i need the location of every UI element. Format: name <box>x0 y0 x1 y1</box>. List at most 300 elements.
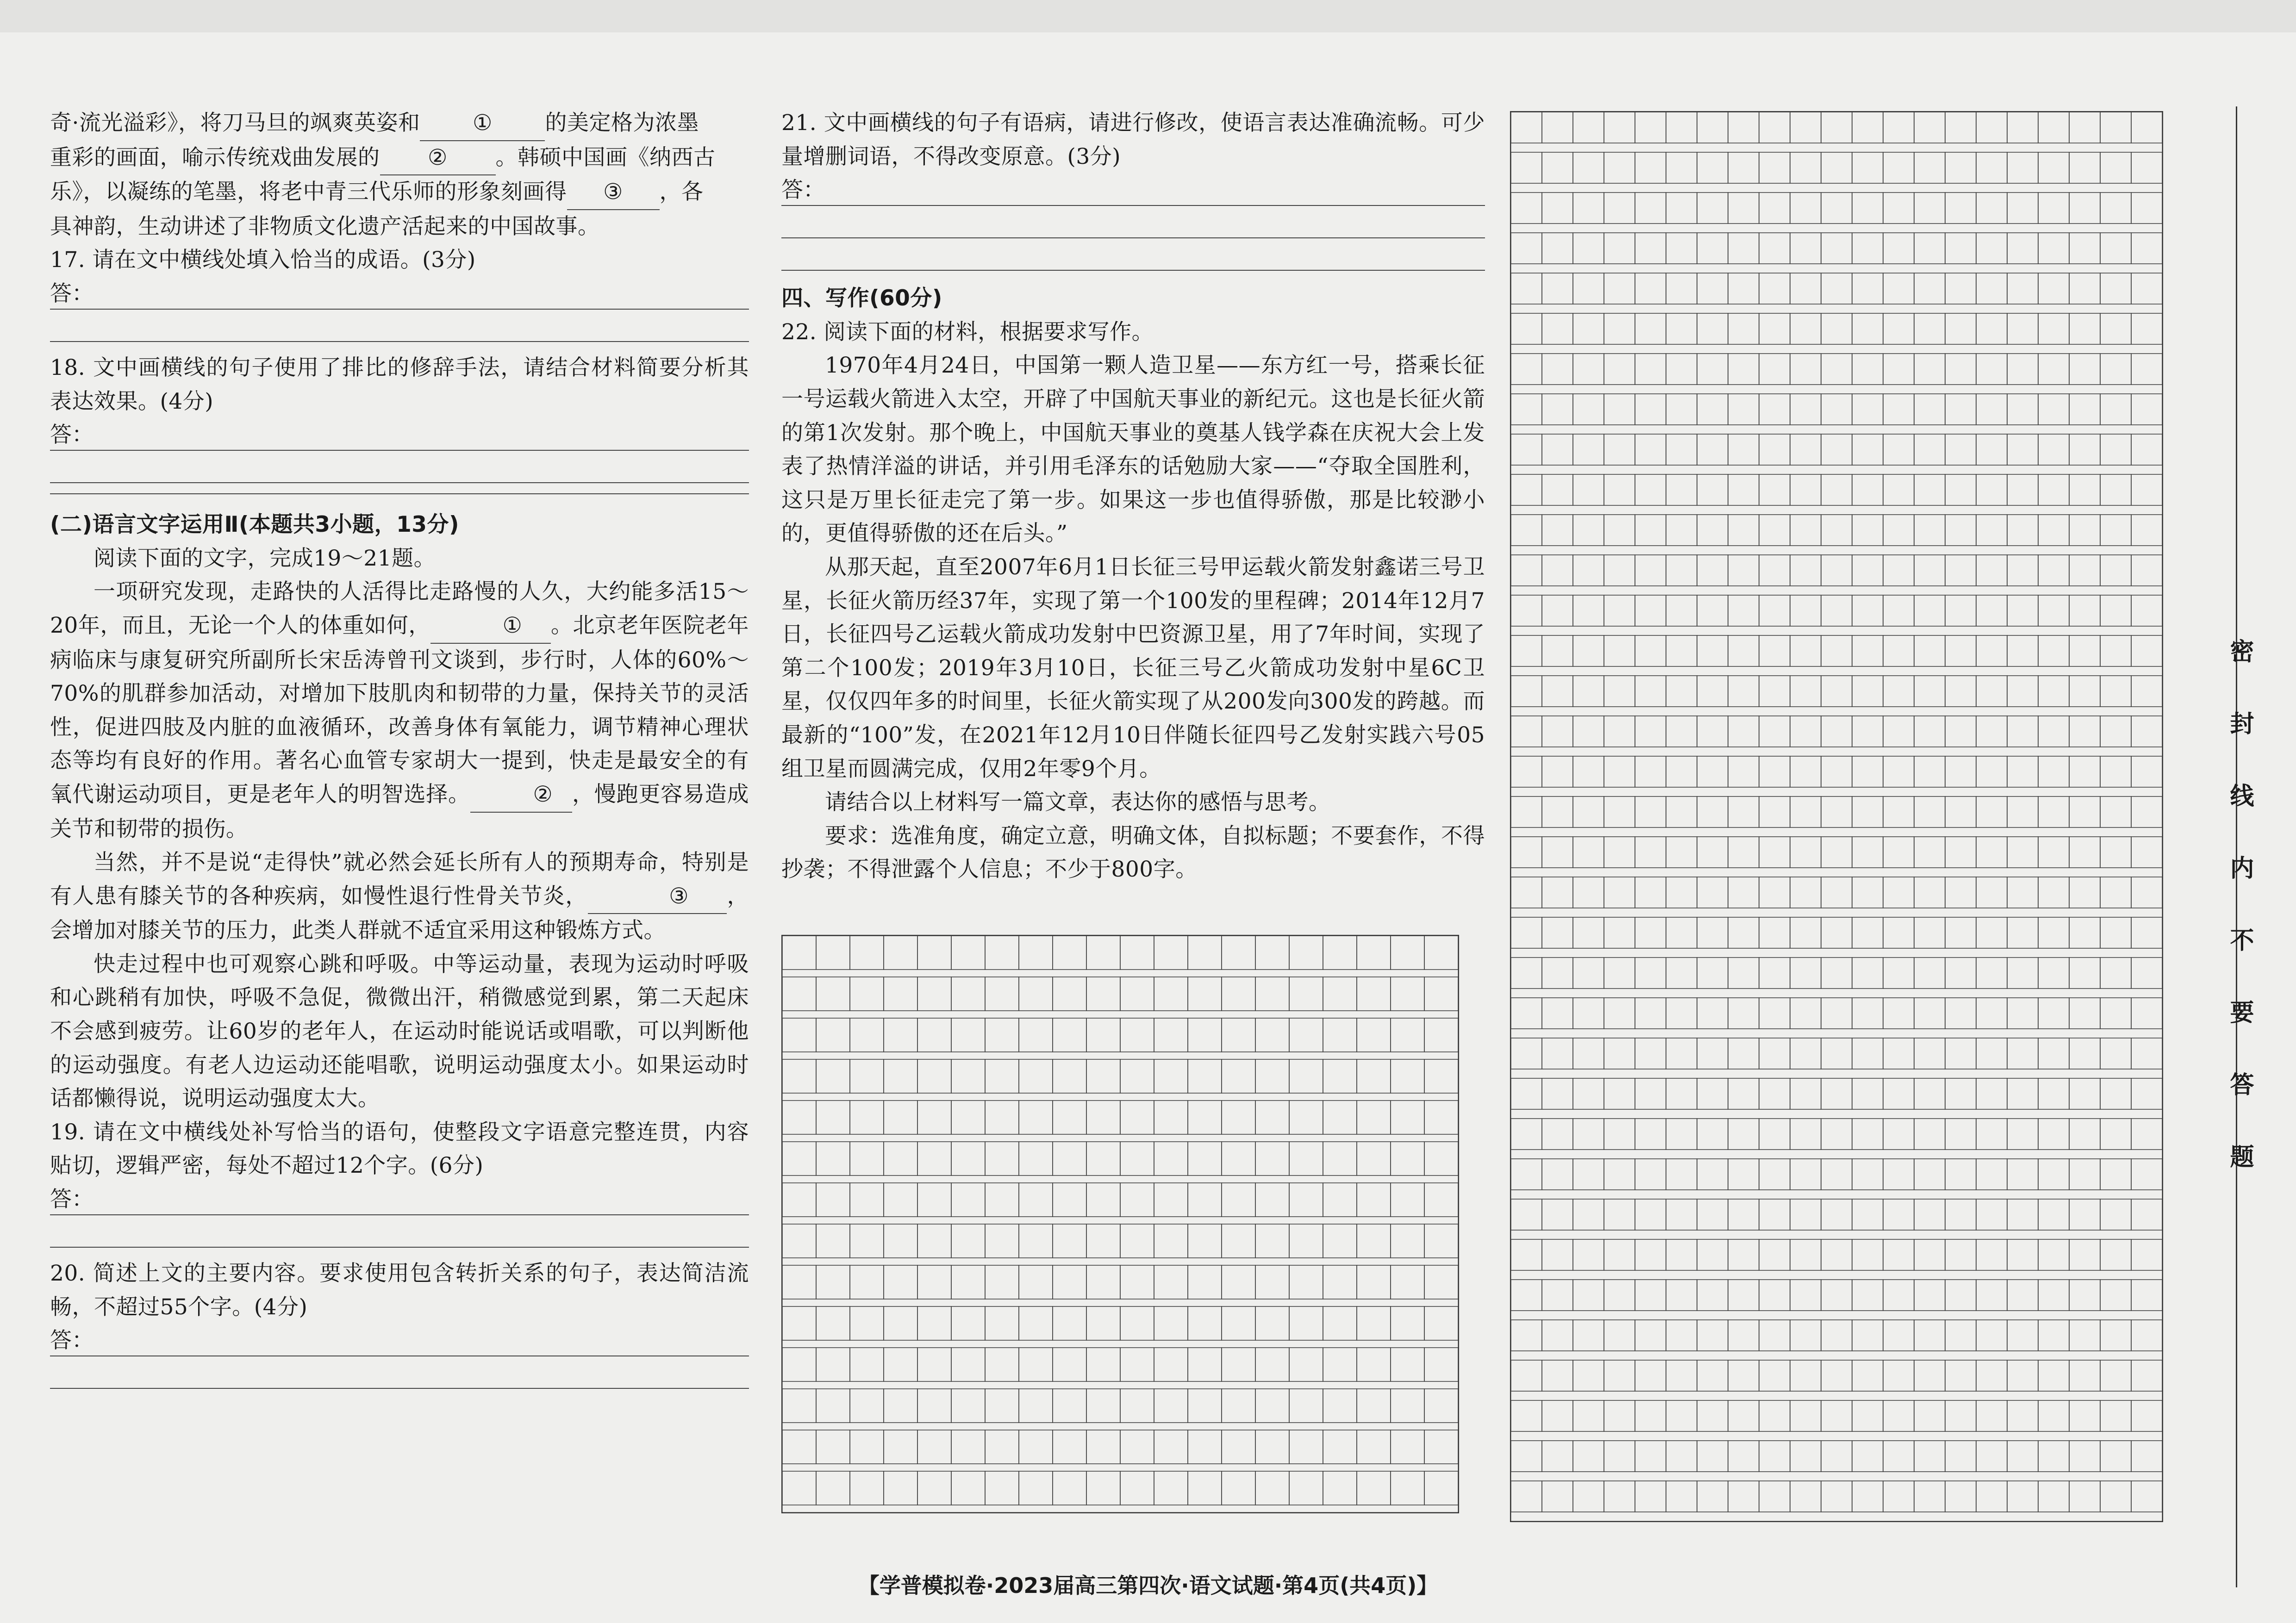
grid-cell <box>1821 917 1852 948</box>
grid-cell <box>1666 1481 1697 1512</box>
grid-cell <box>782 1018 816 1052</box>
grid-cell <box>1697 716 1728 747</box>
grid-cell <box>2007 555 2038 586</box>
grid-cell <box>1604 193 1635 224</box>
grid-cell <box>1357 1471 1391 1505</box>
grid-cell <box>2007 1199 2038 1230</box>
grid-cell <box>1635 756 1666 787</box>
grid-cell <box>2131 1320 2162 1351</box>
grid-cell <box>2131 595 2162 626</box>
grid-cell <box>1728 515 1759 546</box>
grid-cell <box>1222 1389 1255 1423</box>
grid-cell <box>816 1306 850 1340</box>
grid-cell <box>1542 837 1573 868</box>
grid-row <box>1511 1078 2162 1109</box>
grid-cell <box>1790 233 1821 264</box>
blank-19-3[interactable]: ③ <box>588 880 727 914</box>
grid-cell <box>951 1224 985 1258</box>
grid-cell <box>1976 112 2007 143</box>
grid-cell <box>1323 1265 1357 1299</box>
grid-cell <box>1391 1348 1424 1381</box>
grid-cell <box>1424 1306 1458 1340</box>
grid-cell <box>1852 1119 1883 1150</box>
grid-cell <box>1976 1119 2007 1150</box>
grid-cell <box>2069 1239 2100 1270</box>
grid-cell <box>2007 716 2038 747</box>
grid-cell <box>1697 152 1728 183</box>
grid-cell <box>1883 1280 1914 1311</box>
q20-answer-line-2[interactable] <box>50 1358 749 1389</box>
grid-cell <box>1945 434 1976 465</box>
grid-cell <box>1914 474 1945 505</box>
grid-cell <box>1728 877 1759 908</box>
grid-cell <box>1697 756 1728 787</box>
grid-cell <box>2038 1119 2069 1150</box>
grid-cell <box>1323 1389 1357 1423</box>
grid-cell <box>1511 394 1542 425</box>
blank-19-1[interactable]: ① <box>430 609 551 644</box>
grid-cell <box>1666 595 1697 626</box>
grid-row <box>782 1224 1458 1258</box>
grid-cell <box>1666 394 1697 425</box>
grid-cell <box>2100 716 2131 747</box>
grid-cell <box>1883 1199 1914 1230</box>
grid-cell <box>1424 1471 1458 1505</box>
grid-cell <box>2007 1038 2038 1069</box>
grid-cell <box>1883 1239 1914 1270</box>
grid-cell <box>1573 1441 1604 1472</box>
grid-cell <box>1759 796 1790 827</box>
grid-cell <box>1852 354 1883 385</box>
q21-answer-line-3[interactable] <box>781 240 1485 271</box>
grid-cell <box>1883 233 1914 264</box>
grid-cell <box>1883 394 1914 425</box>
q18-answer-line-2[interactable] <box>50 453 749 483</box>
grid-cell <box>1790 1400 1821 1431</box>
blank-19-2[interactable]: ② <box>470 778 572 813</box>
grid-cell <box>2038 1360 2069 1391</box>
grid-cell <box>1790 1078 1821 1109</box>
blank-3[interactable]: ③ <box>567 175 660 210</box>
q19-answer-line[interactable] <box>50 1185 749 1215</box>
grid-cell <box>1635 1119 1666 1150</box>
grid-cell <box>1542 998 1573 1029</box>
grid-cell <box>1790 555 1821 586</box>
grid-cell <box>2131 193 2162 224</box>
grid-cell <box>1666 1320 1697 1351</box>
grid-cell <box>1573 676 1604 707</box>
grid-cell <box>1914 917 1945 948</box>
grid-cell <box>1222 1059 1255 1093</box>
grid-cell <box>1289 1059 1323 1093</box>
grid-cell <box>1542 958 1573 989</box>
grid-cell <box>884 1348 917 1381</box>
grid-cell <box>1635 273 1666 304</box>
grid-cell <box>2131 676 2162 707</box>
grid-cell <box>1188 1471 1222 1505</box>
grid-cell <box>1883 354 1914 385</box>
grid-cell <box>1391 1059 1424 1093</box>
grid-cell <box>1120 977 1154 1011</box>
grid-cell <box>2069 1119 2100 1150</box>
grid-cell <box>1883 1441 1914 1472</box>
grid-cell <box>1697 193 1728 224</box>
grid-row <box>782 1471 1458 1505</box>
grid-cell <box>917 1183 951 1217</box>
grid-cell <box>1945 1320 1976 1351</box>
grid-cell <box>1666 1441 1697 1472</box>
grid-cell <box>2069 676 2100 707</box>
blank-1[interactable]: ① <box>420 106 545 141</box>
grid-cell <box>1635 676 1666 707</box>
grid-cell <box>1222 936 1255 970</box>
grid-cell <box>1573 152 1604 183</box>
grid-cell <box>1728 796 1759 827</box>
grid-cell <box>850 1389 884 1423</box>
grid-cell <box>2038 1441 2069 1472</box>
grid-cell <box>2038 515 2069 546</box>
grid-cell <box>850 1224 884 1258</box>
grid-row <box>1511 1481 2162 1512</box>
question-22: 22. 阅读下面的材料，根据要求写作。 <box>781 319 1154 345</box>
grid-cell <box>1821 595 1852 626</box>
grid-cell <box>1666 1239 1697 1270</box>
grid-cell <box>985 977 1019 1011</box>
grid-cell <box>1666 1400 1697 1431</box>
grid-cell <box>1883 1360 1914 1391</box>
grid-cell <box>1511 958 1542 989</box>
grid-cell <box>1883 998 1914 1029</box>
q17-answer-line-2[interactable] <box>50 311 749 342</box>
grid-cell <box>1357 1430 1391 1464</box>
grid-cell <box>1154 1101 1188 1134</box>
grid-cell <box>2131 1360 2162 1391</box>
grid-cell <box>1914 555 1945 586</box>
grid-cell <box>1635 635 1666 666</box>
grid-cell <box>2069 112 2100 143</box>
grid-cell <box>1120 1018 1154 1052</box>
grid-cell <box>2069 1199 2100 1230</box>
grid-cell <box>1883 555 1914 586</box>
grid-cell <box>1323 936 1357 970</box>
grid-cell <box>2007 193 2038 224</box>
grid-row <box>1511 716 2162 747</box>
grid-cell <box>2007 1239 2038 1270</box>
grid-cell <box>917 1265 951 1299</box>
grid-cell <box>1759 112 1790 143</box>
grid-cell <box>1821 958 1852 989</box>
writing-prompt: 请结合以上材料写一篇文章，表达你的感悟与思考。 <box>825 790 1331 815</box>
grid-cell <box>2100 1360 2131 1391</box>
grid-cell <box>1852 152 1883 183</box>
grid-cell <box>2100 595 2131 626</box>
grid-cell <box>2131 1441 2162 1472</box>
grid-cell <box>985 936 1019 970</box>
grid-cell <box>1635 112 1666 143</box>
grid-cell <box>2100 877 2131 908</box>
grid-cell <box>1154 1224 1188 1258</box>
grid-row <box>1511 1239 2162 1270</box>
grid-cell <box>1945 394 1976 425</box>
grid-cell <box>1635 233 1666 264</box>
grid-cell <box>2100 1038 2131 1069</box>
grid-cell <box>1573 474 1604 505</box>
grid-cell <box>1542 1360 1573 1391</box>
grid-cell <box>1821 1119 1852 1150</box>
grid-cell <box>1542 635 1573 666</box>
grid-cell <box>2069 1159 2100 1190</box>
grid-cell <box>1852 877 1883 908</box>
q18-answer-line[interactable] <box>50 420 749 451</box>
grid-cell <box>1697 595 1728 626</box>
grid-cell <box>2007 515 2038 546</box>
grid-cell <box>1945 1360 1976 1391</box>
grid-cell <box>1945 1400 1976 1431</box>
grid-cell <box>1635 917 1666 948</box>
grid-cell <box>1053 1389 1086 1423</box>
grid-cell <box>1821 112 1852 143</box>
grid-cell <box>884 977 917 1011</box>
grid-cell <box>1019 1471 1053 1505</box>
grid-cell <box>1604 1239 1635 1270</box>
grid-cell <box>1976 756 2007 787</box>
grid-row <box>1511 796 2162 827</box>
grid-cell <box>1222 1348 1255 1381</box>
grid-cell <box>1728 716 1759 747</box>
grid-cell <box>816 977 850 1011</box>
grid-cell <box>1852 796 1883 827</box>
grid-cell <box>1790 193 1821 224</box>
writing-grid-svg[interactable] <box>781 935 1459 1513</box>
grid-cell <box>2038 434 2069 465</box>
grid-cell <box>1821 233 1852 264</box>
grid-cell <box>1357 1142 1391 1175</box>
grid-cell <box>2038 635 2069 666</box>
grid-cell <box>1635 193 1666 224</box>
grid-cell <box>1976 273 2007 304</box>
grid-cell <box>1086 1265 1120 1299</box>
grid-cell <box>1728 837 1759 868</box>
grid-cell <box>1976 635 2007 666</box>
grid-cell <box>1976 555 2007 586</box>
grid-cell <box>1945 756 1976 787</box>
grid-cell <box>1188 1348 1222 1381</box>
grid-row <box>1511 474 2162 505</box>
grid-cell <box>2131 998 2162 1029</box>
grid-cell <box>951 1306 985 1340</box>
section-heading: (二)语言文字运用Ⅱ(本题共3小题，13分) <box>50 512 459 538</box>
grid-cell <box>1697 1280 1728 1311</box>
grid-cell <box>2131 635 2162 666</box>
grid-cell <box>1019 1389 1053 1423</box>
grid-cell <box>1635 1441 1666 1472</box>
grid-cell <box>1759 1199 1790 1230</box>
grid-cell <box>850 1101 884 1134</box>
grid-cell <box>1945 1280 1976 1311</box>
grid-cell <box>1357 1183 1391 1217</box>
grid-cell <box>1542 1400 1573 1431</box>
q17-answer-line[interactable] <box>50 279 749 310</box>
grid-cell <box>1573 635 1604 666</box>
grid-cell <box>1759 152 1790 183</box>
grid-cell <box>2007 152 2038 183</box>
grid-cell <box>2007 273 2038 304</box>
grid-cell <box>1976 193 2007 224</box>
grid-cell <box>1635 796 1666 827</box>
grid-cell <box>2131 1199 2162 1230</box>
grid-cell <box>1883 595 1914 626</box>
grid-cell <box>2131 515 2162 546</box>
grid-cell <box>1604 796 1635 827</box>
grid-cell <box>1573 1199 1604 1230</box>
grid-cell <box>2100 1078 2131 1109</box>
grid-cell <box>1222 1101 1255 1134</box>
page-footer: 【学普模拟卷·2023届高三第四次·语文试题·第4页(共4页)】 <box>858 1573 1438 1598</box>
grid-cell <box>1976 1400 2007 1431</box>
grid-row <box>782 1389 1458 1423</box>
grid-row <box>1511 837 2162 868</box>
grid-cell <box>2007 1320 2038 1351</box>
grid-cell <box>1821 515 1852 546</box>
grid-cell <box>1883 1400 1914 1431</box>
grid-cell <box>1154 936 1188 970</box>
grid-cell <box>1357 1389 1391 1423</box>
grid-cell <box>1790 1360 1821 1391</box>
grid-cell <box>1852 676 1883 707</box>
grid-cell <box>1255 977 1289 1011</box>
grid-cell <box>2100 152 2131 183</box>
q20-answer-line[interactable] <box>50 1326 749 1356</box>
grid-cell <box>917 1224 951 1258</box>
writing-heading: 四、写作(60分) <box>781 286 942 311</box>
grid-cell <box>816 1059 850 1093</box>
grid-cell <box>1883 716 1914 747</box>
grid-cell <box>1604 756 1635 787</box>
grid-cell <box>917 1018 951 1052</box>
grid-cell <box>1728 273 1759 304</box>
grid-cell <box>1019 936 1053 970</box>
grid-cell <box>1945 958 1976 989</box>
grid-cell <box>1976 958 2007 989</box>
grid-cell <box>1666 837 1697 868</box>
grid-cell <box>1914 796 1945 827</box>
grid-cell <box>1852 1320 1883 1351</box>
grid-cell <box>1635 152 1666 183</box>
grid-cell <box>1914 1239 1945 1270</box>
grid-cell <box>1666 1280 1697 1311</box>
grid-cell <box>1697 233 1728 264</box>
grid-cell <box>1255 1306 1289 1340</box>
grid-cell <box>884 1183 917 1217</box>
q21-answer-line-2[interactable] <box>781 208 1485 238</box>
grid-cell <box>1188 1101 1222 1134</box>
grid-cell <box>1914 233 1945 264</box>
grid-cell <box>1790 595 1821 626</box>
grid-cell <box>1914 354 1945 385</box>
q21-answer-line[interactable] <box>781 175 1485 206</box>
grid-cell <box>1852 1481 1883 1512</box>
grid-cell <box>1188 1224 1222 1258</box>
grid-cell <box>2131 394 2162 425</box>
grid-cell <box>1635 555 1666 586</box>
grid-cell <box>1945 998 1976 1029</box>
grid-cell <box>1728 1199 1759 1230</box>
grid-cell <box>1697 354 1728 385</box>
grid-cell <box>1511 233 1542 264</box>
grid-cell <box>2131 837 2162 868</box>
grid-cell <box>1635 1239 1666 1270</box>
grid-row <box>1511 1400 2162 1431</box>
grid-cell <box>2100 1159 2131 1190</box>
essay-grid-right[interactable] <box>1510 111 2163 1522</box>
grid-cell <box>951 1471 985 1505</box>
grid-cell <box>2007 354 2038 385</box>
grid-cell <box>1188 1306 1222 1340</box>
grid-cell <box>1852 1360 1883 1391</box>
grid-cell <box>1542 233 1573 264</box>
writing-grid-svg[interactable] <box>1510 111 2163 1522</box>
q19-answer-line-2[interactable] <box>50 1217 749 1248</box>
grid-cell <box>1945 1159 1976 1190</box>
grid-cell <box>1289 1101 1323 1134</box>
grid-cell <box>1666 474 1697 505</box>
grid-cell <box>1821 474 1852 505</box>
grid-cell <box>1255 1430 1289 1464</box>
grid-cell <box>1120 1430 1154 1464</box>
grid-cell <box>1666 515 1697 546</box>
grid-cell <box>1697 1199 1728 1230</box>
essay-grid-middle[interactable] <box>781 935 1459 1513</box>
grid-cell <box>1945 555 1976 586</box>
grid-cell <box>782 936 816 970</box>
grid-cell <box>1883 676 1914 707</box>
grid-cell <box>1323 1306 1357 1340</box>
grid-cell <box>1883 958 1914 989</box>
grid-cell <box>1604 998 1635 1029</box>
grid-cell <box>1790 1159 1821 1190</box>
grid-cell <box>2100 998 2131 1029</box>
grid-cell <box>2007 796 2038 827</box>
grid-cell <box>951 1142 985 1175</box>
grid-cell <box>2069 474 2100 505</box>
grid-cell <box>1289 1306 1323 1340</box>
grid-cell <box>1945 635 1976 666</box>
grid-cell <box>1790 1119 1821 1150</box>
grid-cell <box>1852 394 1883 425</box>
intro-line-3: 乐》，以凝练的笔墨，将老中青三代乐师的形象刻画得 ③ ，各 <box>50 175 749 210</box>
grid-cell <box>1945 877 1976 908</box>
grid-cell <box>1883 193 1914 224</box>
grid-cell <box>1019 1348 1053 1381</box>
grid-cell <box>1914 676 1945 707</box>
grid-cell <box>985 1183 1019 1217</box>
grid-cell <box>1976 434 2007 465</box>
grid-cell <box>1154 977 1188 1011</box>
grid-cell <box>2069 635 2100 666</box>
grid-cell <box>1542 434 1573 465</box>
blank-2[interactable]: ② <box>380 141 496 176</box>
read-instruction: 阅读下面的文字，完成19～21题。 <box>94 545 436 571</box>
grid-cell <box>1945 716 1976 747</box>
grid-cell <box>1604 1481 1635 1512</box>
intro-line-2: 重彩的画面，喻示传统戏曲发展的 ② 。韩硕中国画《纳西古 <box>50 141 749 176</box>
grid-cell <box>1759 1400 1790 1431</box>
intro-line-1: 奇·流光溢彩》，将刀马旦的飒爽英姿和 ① 的美定格为浓墨 <box>50 106 749 141</box>
grid-row <box>782 977 1458 1011</box>
grid-cell <box>1945 917 1976 948</box>
grid-cell <box>1053 1224 1086 1258</box>
grid-cell <box>2131 1481 2162 1512</box>
